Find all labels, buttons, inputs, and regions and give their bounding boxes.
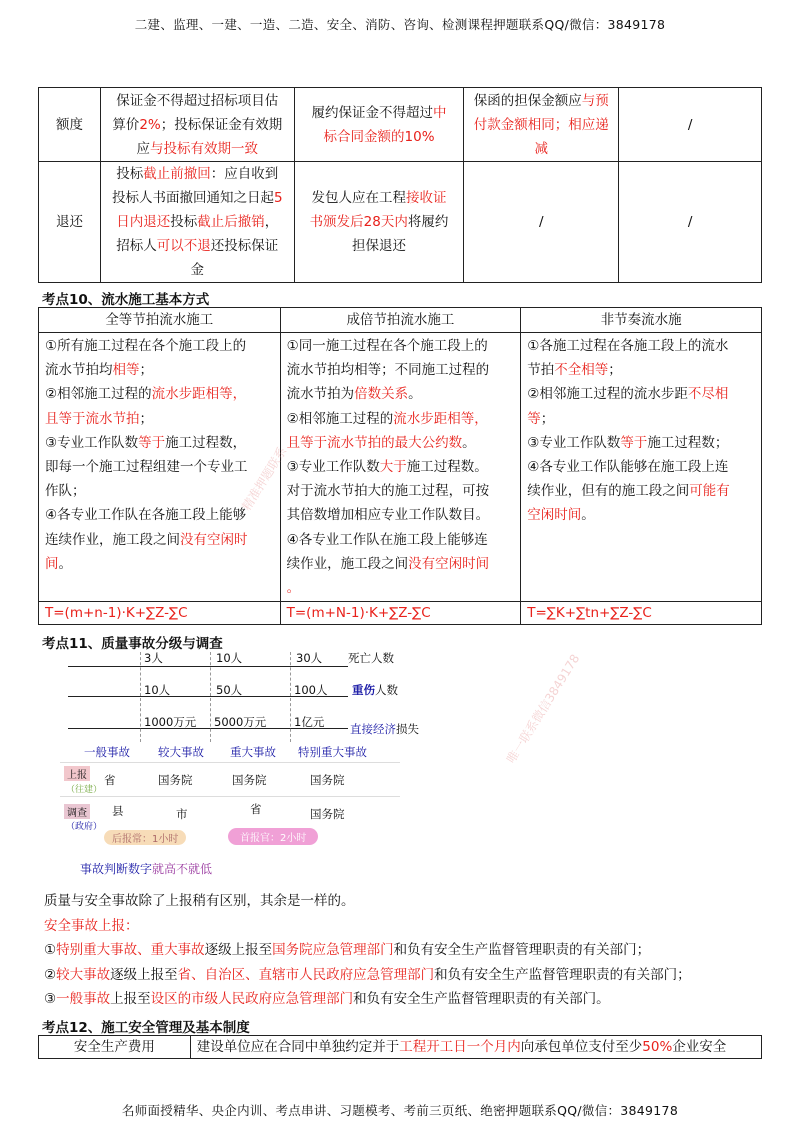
cell-performance-bond-refund: 发包人应在工程接收证 书颁发后28天内将履约 担保退还 xyxy=(294,162,464,283)
watermark: 精准押题联系 xyxy=(239,444,290,514)
loss-threshold: 1亿元 xyxy=(294,715,325,729)
cell-performance-bond-amount: 履约保证金不得超过中 标合同金额的10% xyxy=(294,88,464,162)
accident-classification-diagram xyxy=(60,648,420,884)
report-label: 上报 xyxy=(64,766,90,781)
investigate-value: 国务院 xyxy=(310,807,345,821)
row-label-refund: 退还 xyxy=(39,162,101,283)
paragraph-line: ③一般事故上报至设区的市级人民政府应急管理部门和负有安全生产监督管理职责的有关部门。 xyxy=(44,991,610,1007)
table-header-row xyxy=(39,308,762,333)
deaths-threshold: 3人 xyxy=(144,651,163,665)
deaths-threshold: 30人 xyxy=(296,651,323,665)
loss-label: 直接经济损失 xyxy=(350,722,419,736)
top-banner: 二建、监理、一建、一造、二造、安全、消防、咨询、检测课程押题联系QQ/微信：3849178 xyxy=(134,17,666,32)
report-value: 国务院 xyxy=(310,773,345,787)
section-heading: 考点11、质量事故分级与调查 xyxy=(42,636,223,652)
divider xyxy=(210,652,211,742)
deaths-label: 死亡人数 xyxy=(348,651,394,665)
cell-bid-bond-amount: 保证金不得超过招标项目估 算价2%；投标保证金有效期 应与投标有效期一致 xyxy=(100,88,294,162)
level-major: 重大事故 xyxy=(230,745,276,759)
diagram-caption: 事故判断数字就高不就低 xyxy=(80,862,213,876)
cell-safety-cost: 建设单位应在合同中单独约定并于工程开工日一个月内向承包单位支付至少50%企业安全 xyxy=(190,1036,761,1059)
level-general: 一般事故 xyxy=(84,745,130,759)
cell-advance-guarantee-amount: 保函的担保金额应与预 付款金额相同；相应递 减 xyxy=(464,88,619,162)
injuries-threshold: 50人 xyxy=(216,683,243,697)
safety-cost-table xyxy=(38,1035,762,1059)
deaths-axis xyxy=(68,666,348,667)
cell-bid-bond-refund: 投标截止前撤回：应自收到 投标人书面撤回通知之日起5 日内退还投标截止后撤销， 招标人可以不退还投标保证 金 xyxy=(100,162,294,283)
table-row xyxy=(39,162,762,283)
report-value: 国务院 xyxy=(232,773,267,787)
report-value: 国务院 xyxy=(158,773,193,787)
column-header: 成倍节拍流水施工 xyxy=(280,308,521,333)
row-label: 安全生产费用 xyxy=(39,1036,191,1059)
report-sub: （往建） xyxy=(66,785,103,795)
investigate-value: 省 xyxy=(250,802,262,816)
section-heading: 考点12、施工安全管理及基本制度 xyxy=(42,1020,250,1036)
investigate-value: 县 xyxy=(112,804,124,818)
table-row xyxy=(39,88,762,162)
divider xyxy=(60,762,400,763)
formula: T=∑K+∑tn+∑Z-∑C xyxy=(521,602,762,625)
safety-report-paragraph xyxy=(44,889,764,1012)
investigate-label: 调查 xyxy=(64,804,90,819)
divider xyxy=(140,652,141,742)
cell-advance-guarantee-refund: / xyxy=(464,162,619,283)
paragraph-subheading: 安全事故上报： xyxy=(44,917,139,934)
row-label-amount: 额度 xyxy=(39,88,101,162)
table-row xyxy=(39,1036,762,1059)
injuries-threshold: 100人 xyxy=(294,683,328,697)
injuries-label: 重伤人数 xyxy=(352,683,398,697)
cell-multiple-rhythm: ①同一施工过程在各个施工段上的 流水节拍均相等；不同施工过程的 流水节拍为倍数关系。 ②相邻施工过程的流水步距相等， 且等于流水节拍的最大公约数。 ③专业工作队数大于施工过程数。 对于流水节拍大的施工过程，可按 其倍数增加相应专业工作队数目。 ④各专业工作队在施工段上能够连 续作业，施工段之间没有空闲时间 。 xyxy=(280,333,521,602)
divider xyxy=(60,796,400,797)
formula-row xyxy=(39,602,762,625)
watermark: 唯一联系微信3849178 xyxy=(503,651,583,766)
injuries-threshold: 10人 xyxy=(144,683,171,697)
formula: T=(m+N-1)·K+∑Z-∑C xyxy=(280,602,521,625)
paragraph-line: ②较大事故逐级上报至省、自治区、直辖市人民政府应急管理部门和负有安全生产监督管理职责的有关部门； xyxy=(44,966,691,983)
bottom-banner: 名师面授精华、央企内训、考点串讲、习题模考、考前三页纸、绝密押题联系QQ/微信：3849178 xyxy=(121,1103,679,1118)
section-heading: 考点10、流水施工基本方式 xyxy=(42,292,210,308)
loss-threshold: 1000万元 xyxy=(144,715,197,729)
flow-construction-table xyxy=(38,307,762,625)
level-especially-major: 特别重大事故 xyxy=(298,745,367,759)
note-pill: 首报官：2小时 xyxy=(228,828,318,845)
note-pill: 后报常：1小时 xyxy=(104,830,186,845)
loss-threshold: 5000万元 xyxy=(214,715,267,729)
cell-equal-rhythm: ①所有施工过程在各个施工段上的 流水节拍均相等； ②相邻施工过程的流水步距相等， 且等于流水节拍； ③专业工作队数等于施工过程数， 即每一个施工过程组建一个专业工 作队； ④各专业工作队在各施工段上能够 连续作业，施工段之间没有空闲时 间。 xyxy=(39,333,281,602)
guarantee-table xyxy=(38,87,762,283)
paragraph-line: ①特别重大事故、重大事故逐级上报至国务院应急管理部门和负有安全生产监督管理职责的有关部门； xyxy=(44,942,651,958)
deaths-threshold: 10人 xyxy=(216,651,243,665)
cell-amount-other: / xyxy=(619,88,762,162)
divider xyxy=(290,652,291,742)
cell-refund-other: / xyxy=(619,162,762,283)
investigate-sub: （政府） xyxy=(66,822,103,832)
level-larger: 较大事故 xyxy=(158,745,204,759)
paragraph-line: 质量与安全事故除了上报稍有区别，其余是一样的。 xyxy=(44,893,355,909)
table-row xyxy=(39,333,762,602)
column-header: 全等节拍流水施工 xyxy=(39,308,281,333)
report-value: 省 xyxy=(104,773,116,787)
column-header: 非节奏流水施 xyxy=(521,308,762,333)
cell-non-rhythmic: ①各施工过程在各施工段上的流水 节拍不全相等； ②相邻施工过程的流水步距不尽相 等； ③专业工作队数等于施工过程数； ④各专业工作队能够在施工段上连 续作业，但有的施工段之间可能有 空闲时间。 xyxy=(521,333,762,602)
investigate-value: 市 xyxy=(176,807,188,821)
formula: T=(m+n-1)·K+∑Z-∑C xyxy=(39,602,281,625)
